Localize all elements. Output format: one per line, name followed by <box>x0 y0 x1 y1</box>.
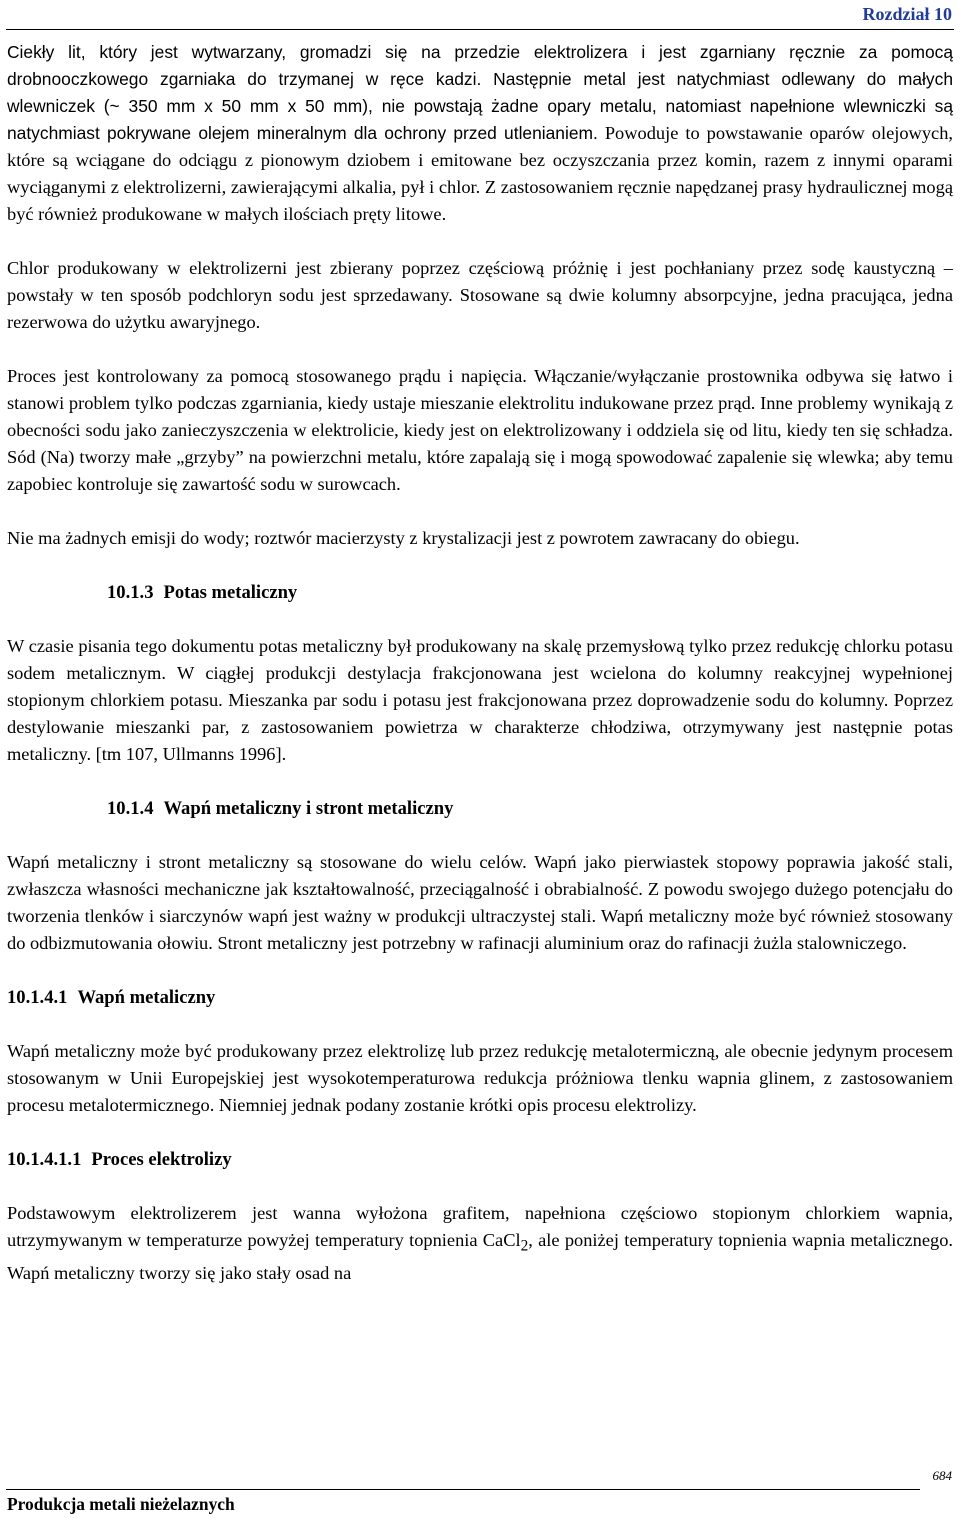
document-title: Produkcja metali nieżelaznych <box>7 1494 235 1514</box>
paragraph-electrolysis-part-1: Podstawowym elektrolizerem jest wanna wyłożona grafitem, napełniona częściowo stopionym chlorkiem wapnia, utrzymywanym w temperaturze powyżej temperatury topnienia CaCl <box>7 1203 953 1250</box>
paragraph-process-control: Proces jest kontrolowany za pomocą stosowanego prądu i napięcia. Włączanie/wyłączanie prostownika odbywa się łatwo i stanowi problem tylko podczas zgarniania, kiedy ustaje mieszanie elektrolitu indukowane przez prąd. Inne problemy wynikają z obecności sodu jako zanieczyszczenia w elektrolicie, kiedy jest on elektrolizowany i oddziela się od litu, kiedy ten się schładza. Sód (Na) tworzy małe „grzyby” na powierzchni metalu, które zapalają się i mogą spowodować zapalenie się wlewka; aby temu zapobiec kontroluje się zawartość sodu w surowcach. <box>7 366 953 494</box>
section-number: 10.1.4.1 <box>7 987 68 1008</box>
chapter-label: Rozdział 10 <box>862 4 952 24</box>
section-heading-potassium <box>7 579 953 606</box>
paragraph-lithium-casting-serif: Powoduje to powstawanie oparów olejowych, które są wciągane do odciągu z pionowym dziobem i emitowane bez oczyszczania przez komin, razem z innymi oparami wyciąganymi z elektrolizerni, zawierającymi alkalia, pył i chlor. Z zastosowaniem ręcznie napędzanej prasy hydraulicznej mogą być również produkowane w małych ilościach pręty litowe. <box>7 123 953 224</box>
footer-divider <box>6 1489 920 1490</box>
page-number: 684 <box>932 1468 952 1483</box>
paragraph-calcium-strontium: Wapń metaliczny i stront metaliczny są stosowane do wielu celów. Wapń jako pierwiastek stopowy poprawia jakość stali, zwłaszcza własności mechaniczne jak kształtowalność, przeciągalność i obrabialność. Z powodu swojego dużego potencjału do tworzenia tlenków i siarczynów wapń jest ważny w produkcji ultraczystej stali. Wapń metaliczny może być również stosowany do odbizmutowania ołowiu. Stront metaliczny jest potrzebny w rafinacji aluminium oraz do rafinacji żużla stalowniczego. <box>7 852 953 953</box>
section-heading-calcium <box>7 984 953 1011</box>
subscript-2: 2 <box>520 1237 529 1255</box>
section-title: Wapń metaliczny i stront metaliczny <box>163 798 454 819</box>
paragraph-water-emissions: Nie ma żadnych emisji do wody; roztwór macierzysty z krystalizacji jest z powrotem zawracany do obiegu. <box>7 528 800 548</box>
section-title: Wapń metaliczny <box>77 987 216 1008</box>
header-divider <box>6 29 954 30</box>
section-heading-electrolysis <box>7 1146 953 1173</box>
paragraph-lithium-casting <box>7 39 953 228</box>
section-number: 10.1.3 <box>107 582 154 603</box>
paragraph-calcium: Wapń metaliczny może być produkowany przez elektrolizę lub przez redukcję metalotermiczną, ale obecnie jedynym procesem stosowanym w Unii Europejskiej jest wysokotemperaturowa redukcja próżniowa tlenku wapnia glinem, z zastosowaniem procesu metalotermicznego. Niemniej jednak podany zostanie krótki opis procesu elektrolizy. <box>7 1041 953 1115</box>
section-title: Potas metaliczny <box>163 582 298 603</box>
paragraph-electrolysis <box>7 1200 953 1287</box>
section-number: 10.1.4.1.1 <box>7 1149 82 1170</box>
section-title: Proces elektrolizy <box>91 1149 232 1170</box>
paragraph-electrolysis-part-2: , ale poniżej temperatury topnienia wapnia metalicznego. Wapń metaliczny tworzy się jako stały osad na <box>7 1230 953 1283</box>
document-body <box>7 39 953 1287</box>
paragraph-potassium: W czasie pisania tego dokumentu potas metaliczny był produkowany na skalę przemysłową tylko przez redukcję chlorku potasu sodem metalicznym. W ciągłej produkcji destylacja frakcjonowana jest wcielona do kolumny reakcyjnej wypełnionej stopionym chlorkiem potasu. Mieszanka par sodu i potasu jest frakcjonowana przez doprowadzenie sodu do kolumny. Poprzez destylowanie mieszanki par, z zastosowaniem powietrza w charakterze chłodziwa, otrzymywany jest następnie potas metaliczny. [tm 107, Ullmanns 1996]. <box>7 636 953 764</box>
section-number: 10.1.4 <box>107 798 154 819</box>
section-heading-calcium-strontium <box>7 795 953 822</box>
paragraph-lithium-casting-sans: Ciekły lit, który jest wytwarzany, gromadzi się na przedzie elektrolizera i jest zgarniany ręcznie za pomocą drobnooczkowego zgarniaka do trzymanej w ręce kadzi. Następnie metal jest natychmiast odlewany do małych wlewniczek (~ 350 mm x 50 mm x 50 mm), nie powstają żadne opary metalu, natomiast napełnione wlewniczki są natychmiast pokrywane olejem mineralnym dla ochrony przed utlenianiem. <box>7 42 953 143</box>
paragraph-chlorine: Chlor produkowany w elektrolizerni jest zbierany poprzez częściową próżnię i jest pochłaniany przez sodę kaustyczną – powstały w ten sposób podchloryn sodu jest sprzedawany. Stosowane są dwie kolumny absorpcyjne, jedna pracująca, jedna rezerwowa do użytku awaryjnego. <box>7 258 953 332</box>
